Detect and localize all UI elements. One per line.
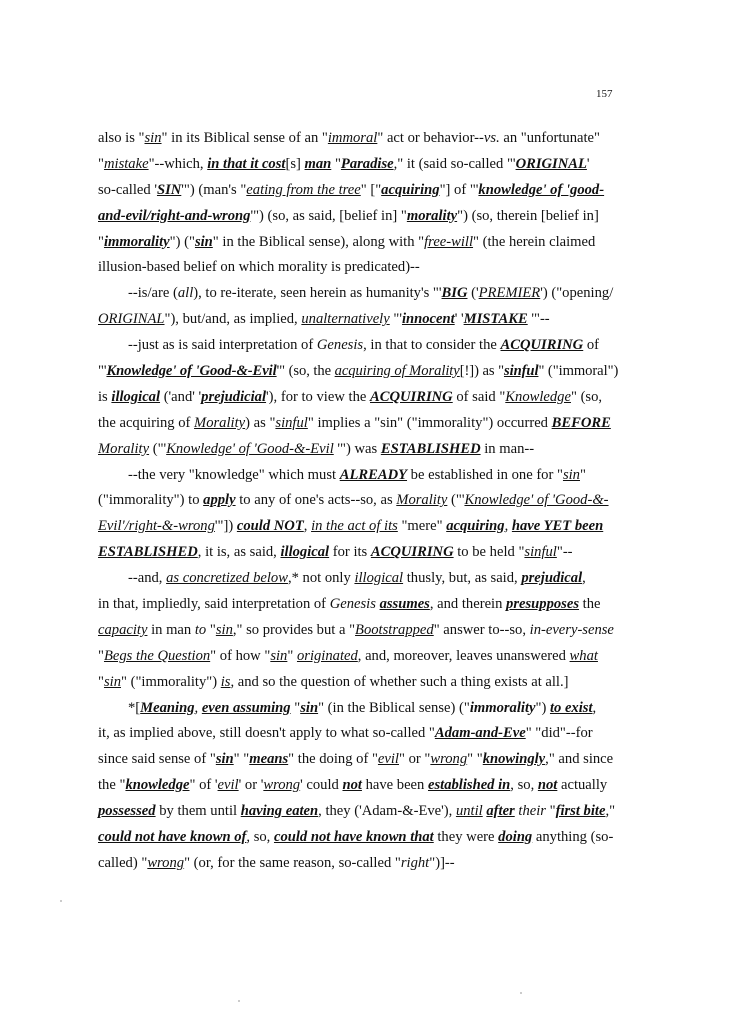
- emphasized-text: not: [537, 777, 558, 794]
- emphasized-text: immoral: [327, 130, 378, 146]
- text-run: '") was: [333, 440, 381, 457]
- text-line: [98, 540, 618, 566]
- text-line: [98, 307, 618, 333]
- text-run: anything (so-: [532, 829, 614, 846]
- emphasized-text: sin: [300, 699, 319, 716]
- text-line: [98, 721, 618, 747]
- text-run: in that, impliedly, said interpretation of: [98, 596, 330, 613]
- text-run: they were: [433, 829, 499, 846]
- emphasized-text: sinful: [275, 414, 308, 431]
- emphasized-text: Morality: [194, 414, 246, 431]
- text-line: [98, 385, 618, 411]
- emphasized-text: immorality: [103, 233, 170, 250]
- emphasized-text: presupposes: [506, 596, 580, 613]
- text-line: [98, 359, 618, 385]
- emphasized-text: sinful: [524, 544, 557, 561]
- text-run: ," it (said so-called "': [393, 155, 516, 172]
- text-run: all: [177, 285, 194, 302]
- text-line: [98, 618, 618, 644]
- emphasized-text: possessed: [98, 803, 156, 820]
- text-run: (': [467, 285, 479, 302]
- emphasized-text: is: [220, 673, 231, 690]
- emphasized-text: ORIGINAL: [98, 311, 165, 328]
- text-run: ), to re-iterate, seen herein as humanity's "': [193, 285, 442, 302]
- emphasized-text: prejudical: [521, 570, 583, 587]
- text-run: in-every-sense: [529, 621, 614, 638]
- text-run: in man: [147, 621, 195, 638]
- text-run: --the very "knowledge" which must: [128, 466, 340, 483]
- text-run: ' ': [454, 311, 464, 328]
- text-line: [98, 825, 618, 851]
- emphasized-text: having eaten: [240, 803, 319, 820]
- emphasized-text: Knowledge' of 'Good-&-Evil: [166, 440, 334, 457]
- text-run: be established in one for ": [407, 466, 563, 483]
- text-run: ")]--: [429, 854, 455, 871]
- text-run: ") (so, therein [belief in]: [457, 207, 599, 224]
- emphasized-text: Evil'/right-&-wrong: [98, 518, 215, 535]
- emphasized-text: Bootstrapped: [355, 621, 434, 638]
- emphasized-text: Knowledge: [505, 388, 571, 405]
- text-run: " (so,: [570, 388, 603, 405]
- text-line: [98, 204, 618, 230]
- text-run: to: [194, 621, 207, 638]
- emphasized-text: and-evil/right-and-wrong: [98, 207, 251, 224]
- text-run: have been: [361, 777, 428, 794]
- text-run: " ("immoral"): [538, 363, 619, 380]
- emphasized-text: MISTAKE: [463, 311, 528, 328]
- text-run: " ("immorality"): [121, 673, 221, 690]
- emphasized-text: apply: [203, 492, 236, 509]
- text-run: ') ("opening/: [540, 285, 614, 302]
- text-run: "): [535, 699, 550, 716]
- text-run: to any of one's acts--so, as: [235, 492, 397, 509]
- emphasized-text: ALREADY: [339, 466, 408, 483]
- text-run: " ": [233, 751, 250, 768]
- text-run: immorality: [469, 699, 536, 716]
- text-run: ": [331, 155, 341, 172]
- text-run: " answer to--so,: [433, 621, 530, 638]
- text-run: , so,: [246, 829, 274, 846]
- text-run: " of how ": [210, 647, 271, 664]
- text-line: [98, 696, 618, 722]
- text-line: [98, 152, 618, 178]
- text-run: " (the herein claimed: [473, 233, 596, 250]
- emphasized-text: Paradise: [340, 155, 394, 172]
- text-run: '") (man's ": [181, 181, 247, 198]
- text-run: ," so provides but a ": [232, 621, 356, 638]
- text-run: ": [287, 647, 297, 664]
- emphasized-text: ESTABLISHED: [98, 544, 198, 561]
- text-run: ") (": [169, 233, 195, 250]
- text-line: [98, 773, 618, 799]
- emphasized-text: Morality: [396, 492, 448, 509]
- text-line: [98, 255, 618, 281]
- text-run: ": [98, 673, 104, 690]
- text-run: ,: [303, 518, 312, 535]
- text-run: " or ": [399, 751, 431, 768]
- text-run: thusly, but, as said,: [403, 570, 522, 587]
- text-run: ": [579, 466, 586, 483]
- emphasized-text: acquiring of Morality: [334, 363, 460, 380]
- emphasized-text: illogical: [354, 570, 404, 587]
- text-run: is: [98, 388, 112, 405]
- text-run: " ": [467, 751, 483, 768]
- text-line: [98, 514, 618, 540]
- emphasized-text: wrong: [263, 777, 301, 794]
- text-line: [98, 566, 618, 592]
- text-run: " (in the Biblical sense) (": [318, 699, 470, 716]
- text-run: , and so the question of whether such a thing exists at all.]: [230, 673, 569, 690]
- text-run: actually: [557, 777, 608, 794]
- text-run: by them until: [155, 803, 241, 820]
- emphasized-text: morality: [406, 207, 458, 224]
- text-run: "--which,: [148, 155, 208, 172]
- text-line: [98, 230, 618, 256]
- text-run: vs.: [483, 130, 500, 146]
- emphasized-text: knowledge' of 'good-: [478, 181, 605, 198]
- emphasized-text: ACQUIRING: [500, 337, 584, 354]
- text-run: , they ('Adam-&-Eve'),: [318, 803, 456, 820]
- text-run: ": [290, 699, 301, 716]
- text-run: ": [206, 621, 216, 638]
- emphasized-text: SIN: [156, 181, 182, 198]
- text-line: [98, 488, 618, 514]
- text-run: --and,: [128, 570, 167, 587]
- emphasized-text: sin: [215, 621, 233, 638]
- text-run: of: [583, 337, 600, 354]
- emphasized-text: Morality: [98, 440, 150, 457]
- emphasized-text: prejudicial: [201, 388, 267, 405]
- text-run: ' or ': [238, 777, 264, 794]
- emphasized-text: sin: [270, 647, 288, 664]
- emphasized-text: sin: [144, 130, 162, 146]
- scan-speck: [60, 900, 62, 902]
- text-run: " of ': [189, 777, 218, 794]
- emphasized-text: knowledge: [125, 777, 190, 794]
- text-run: "--: [556, 544, 573, 561]
- text-run: ": [98, 233, 104, 250]
- emphasized-text: evil: [377, 751, 399, 768]
- text-run: " "did"--for: [525, 725, 593, 742]
- text-line: [98, 592, 618, 618]
- text-run: "] of "': [439, 181, 479, 198]
- emphasized-text: originated: [296, 647, 358, 664]
- text-run: ('and' ': [160, 388, 202, 405]
- text-run: to be held ": [453, 544, 525, 561]
- emphasized-text: in that it cost: [207, 155, 286, 172]
- text-run: '"--: [527, 311, 550, 328]
- emphasized-text: established in: [427, 777, 511, 794]
- emphasized-text: sin: [103, 673, 121, 690]
- text-run: an "unfortunate": [499, 130, 600, 146]
- emphasized-text: have YET been: [511, 518, 604, 535]
- text-run: ("immorality") to: [98, 492, 204, 509]
- text-run: ,: [592, 699, 597, 716]
- text-run: --just as is said interpretation of: [128, 337, 317, 354]
- text-run: , in that to consider the: [363, 337, 501, 354]
- text-line: [98, 851, 618, 877]
- emphasized-text: knowingly: [482, 751, 546, 768]
- emphasized-text: evil: [217, 777, 239, 794]
- emphasized-text: sin: [562, 466, 580, 483]
- text-line: [98, 437, 618, 463]
- text-run: Genesis: [316, 337, 364, 354]
- text-run: ,: [504, 518, 512, 535]
- text-run: the: [579, 596, 601, 613]
- text-run: their: [518, 803, 546, 820]
- text-line: [98, 178, 618, 204]
- text-run: , so,: [510, 777, 538, 794]
- emphasized-text: innocent: [401, 311, 455, 328]
- emphasized-text: free-will: [424, 233, 474, 250]
- emphasized-text: unalternatively: [301, 311, 390, 328]
- text-run: ": [98, 647, 104, 664]
- text-run: ': [586, 155, 590, 172]
- text-line: [98, 463, 618, 489]
- text-run: *[: [128, 699, 141, 716]
- emphasized-text: Adam-and-Eve: [434, 725, 526, 742]
- text-run: it, as implied above, still doesn't apply to what so-called ": [98, 725, 435, 742]
- emphasized-text: PREMIER: [478, 285, 541, 302]
- text-run: also is ": [98, 130, 145, 146]
- text-line: [98, 411, 618, 437]
- emphasized-text: ACQUIRING: [370, 388, 453, 405]
- emphasized-text: sin: [194, 233, 213, 250]
- emphasized-text: even assuming: [201, 699, 291, 716]
- text-run: the ": [98, 777, 126, 794]
- emphasized-text: wrong: [430, 751, 468, 768]
- emphasized-text: what: [569, 647, 598, 664]
- text-run: "), but/and, as implied,: [164, 311, 302, 328]
- text-run: ,: [194, 699, 202, 716]
- emphasized-text: Knowledge' of 'Good-&-Evil: [106, 363, 277, 380]
- text-run: ,: [582, 570, 586, 587]
- text-run: in man--: [480, 440, 535, 457]
- text-run: " in its Biblical sense of an ": [161, 130, 328, 146]
- text-run: " the doing of ": [288, 751, 378, 768]
- text-run: ("': [149, 440, 167, 457]
- emphasized-text: mistake: [103, 155, 149, 172]
- text-run: [!]) as ": [459, 363, 504, 380]
- emphasized-text: acquiring: [381, 181, 440, 198]
- text-run: called) ": [98, 854, 148, 871]
- emphasized-text: ORIGINAL: [515, 155, 587, 172]
- text-run: , and therein: [429, 596, 507, 613]
- text-run: '") (so, as said, [belief in] ": [250, 207, 407, 224]
- emphasized-text: means: [249, 751, 289, 768]
- text-run: ": [98, 155, 104, 172]
- text-run: ": [545, 803, 556, 820]
- emphasized-text: capacity: [98, 621, 148, 638]
- emphasized-text: BIG: [441, 285, 468, 302]
- emphasized-text: as concretized below: [166, 570, 288, 587]
- body-text: [98, 126, 618, 877]
- text-run: '" (so, the: [276, 363, 335, 380]
- text-line: [98, 126, 618, 152]
- emphasized-text: acquiring: [446, 518, 505, 535]
- text-run: ) as ": [245, 414, 276, 431]
- emphasized-text: illogical: [111, 388, 161, 405]
- text-line: [98, 747, 618, 773]
- text-run: [s]: [285, 155, 305, 172]
- text-run: so-called ': [98, 181, 157, 198]
- text-run: since said sense of ": [98, 751, 216, 768]
- emphasized-text: could not have known that: [273, 829, 434, 846]
- text-run: " in the Biblical sense), along with ": [212, 233, 425, 250]
- emphasized-text: eating from the tree: [246, 181, 361, 198]
- scan-speck: [520, 992, 522, 994]
- emphasized-text: could NOT: [236, 518, 304, 535]
- text-run: " act or behavior--: [377, 130, 484, 146]
- emphasized-text: not: [342, 777, 362, 794]
- emphasized-text: man: [304, 155, 332, 172]
- text-run: " (or, for the same reason, so-called ": [184, 854, 401, 871]
- page-number: 157: [596, 88, 613, 100]
- text-run: '), for to view the: [266, 388, 370, 405]
- emphasized-text: sin: [215, 751, 234, 768]
- text-line: [98, 670, 618, 696]
- text-run: , it is, as said,: [197, 544, 281, 561]
- emphasized-text: Begs the Question: [103, 647, 211, 664]
- text-run: '"]): [214, 518, 237, 535]
- text-run: ("': [447, 492, 465, 509]
- text-line: [98, 644, 618, 670]
- text-run: the acquiring of: [98, 414, 195, 431]
- emphasized-text: wrong: [147, 854, 185, 871]
- text-run: ' could: [300, 777, 343, 794]
- text-run: for its: [329, 544, 371, 561]
- emphasized-text: illogical: [280, 544, 330, 561]
- text-run: illusion-based belief on which morality is predicated)--: [98, 259, 420, 276]
- emphasized-text: Knowledge' of 'Good-&-: [464, 492, 609, 509]
- emphasized-text: sinful: [503, 363, 539, 380]
- emphasized-text: doing: [498, 829, 533, 846]
- emphasized-text: ESTABLISHED: [380, 440, 481, 457]
- emphasized-text: assumes: [379, 596, 430, 613]
- text-run: "mere": [397, 518, 447, 535]
- emphasized-text: until: [455, 803, 483, 820]
- text-run: ,": [605, 803, 616, 820]
- text-line: [98, 333, 618, 359]
- text-run: , and, moreover, leaves unanswered: [357, 647, 570, 664]
- scan-speck: [238, 1000, 240, 1002]
- text-run: "': [98, 363, 107, 380]
- text-run: ,* not only: [287, 570, 355, 587]
- text-run: "': [389, 311, 402, 328]
- text-run: right: [400, 854, 430, 871]
- text-line: [98, 799, 618, 825]
- text-run: of said ": [452, 388, 506, 405]
- text-run: " [": [360, 181, 382, 198]
- emphasized-text: BEFORE: [551, 414, 611, 431]
- emphasized-text: after: [486, 803, 515, 820]
- emphasized-text: Meaning: [140, 699, 195, 716]
- text-run: --is/are (: [128, 285, 178, 302]
- emphasized-text: first bite: [555, 803, 606, 820]
- emphasized-text: ACQUIRING: [370, 544, 454, 561]
- text-run: Genesis: [329, 596, 376, 613]
- text-run: ," and since: [545, 751, 614, 768]
- text-line: [98, 281, 618, 307]
- text-run: " implies a "sin" ("immorality") occurred: [307, 414, 552, 431]
- emphasized-text: in the act of its: [311, 518, 398, 535]
- emphasized-text: could not have known of: [98, 829, 247, 846]
- emphasized-text: to exist: [549, 699, 593, 716]
